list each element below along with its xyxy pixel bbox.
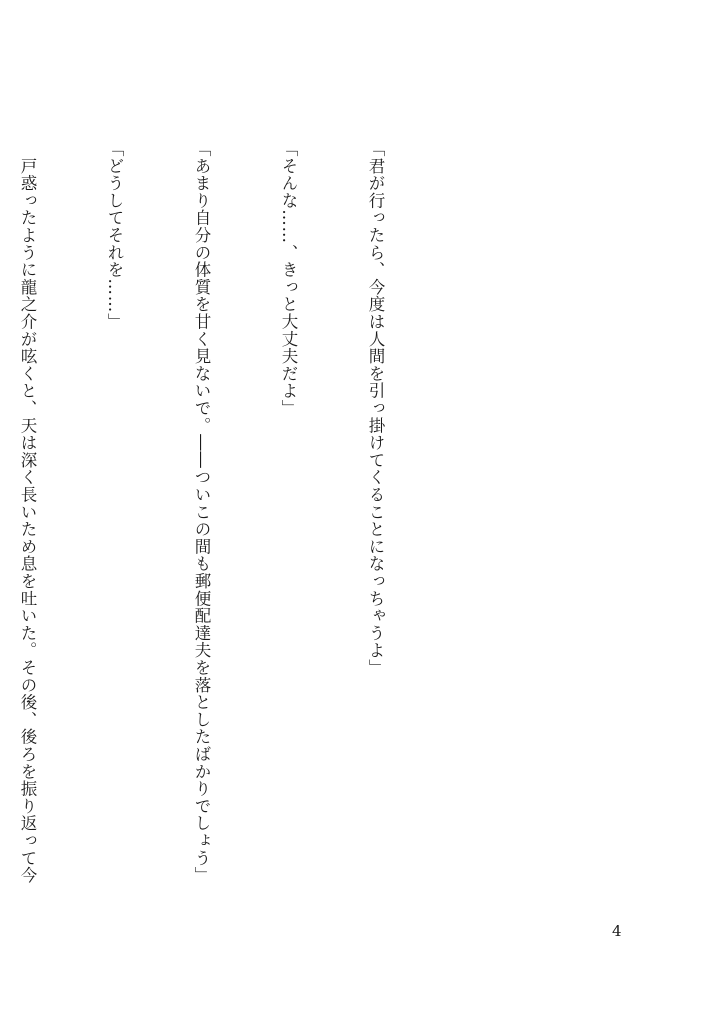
page-number: 4 [612, 922, 622, 940]
text-line: 「あまり自分の体質を甘く見ないで。――ついこの間も郵便配達夫を落としたばかりでしょう」 [192, 140, 211, 884]
text-line: 戸惑ったように龍之介が呟くと、天は深く長いため息を吐いた。その後、後ろを振り返って今 [18, 140, 37, 884]
text-line: 「どうしてそれを……」 [105, 140, 124, 331]
text-line: 「そんな……、きっと大丈夫だよ」 [279, 140, 298, 417]
text-line: 「君が行ったら、今度は人間を引っ掛けてくることになっちゃうよ」 [366, 140, 385, 677]
body-text [18, 140, 448, 930]
